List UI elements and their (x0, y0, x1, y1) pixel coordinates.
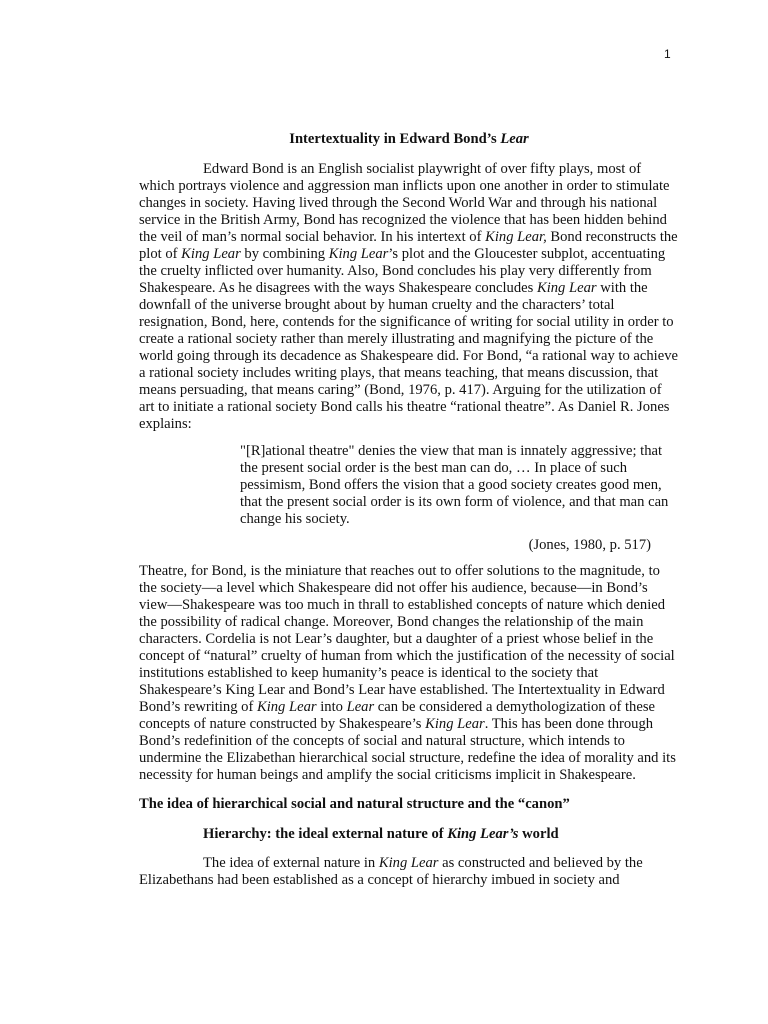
section-heading: The idea of hierarchical social and natural structure and the “canon” (139, 796, 570, 812)
text-run: ’s plot and the Gloucester subplot, accentuating the cruelty inflicted over humanity. Also, Bond concludes his play very differently from Shakespeare. As he disagrees with the ways Shakespeare concludes (139, 246, 666, 296)
text-run: Theatre, for Bond, is the miniature that reaches out to offer solutions to the magnitude, to the society—a level which Shakespeare did not offer his audience, because—in Bond’s view—Shakespeare was too much in thrall to established concepts of nature which denied the possibility of radical change. Moreover, Bond changes the relationship of the main characters. Cordelia is not Lear’s daughter, but a daughter of a priest whose belief in the concept of “natural” cruelty of human from which the justification of the necessity of social institutions established to keep humanity’s peace is identical to the society that Shakespeare’s King Lear and Bond’s Lear have established. The Intertextuality in Edward Bond’s rewriting of (139, 563, 675, 715)
text-run: can be considered a demythologization of these concepts of nature constructed by Shakespeare’s (139, 699, 655, 732)
paragraph-theatre (139, 563, 679, 784)
italic-run: Lear (346, 699, 375, 715)
italic-run: King Lear (256, 699, 317, 715)
italic-run: King Lear (536, 280, 597, 296)
paragraph-intro (139, 161, 679, 433)
title-text: Intertextuality in Edward Bond’s (289, 131, 501, 147)
text-run: The idea of external nature in (203, 855, 379, 871)
text-run: Hierarchy: the ideal external nature of (203, 826, 448, 842)
title-italic: Lear (500, 131, 529, 147)
text-run: . This has been done through Bond’s redefinition of the concepts of social and natural structure, which intends to undermine the Elizabethan hierarchical social structure, redefine the idea of morality and its necessity for human beings and amplify the social criticisms implicit in Shakespeare. (139, 716, 676, 783)
quote-citation: (Jones, 1980, p. 517) (528, 537, 651, 553)
text-run: by combining (240, 246, 329, 262)
italic-run: King Lear’s (447, 826, 519, 842)
text-run: as constructed and believed by the Elizabethans had been established as a concept of hierarchy imbued in society and (139, 855, 643, 888)
italic-run: King Lear (181, 246, 241, 262)
italic-run: King Lear, (485, 229, 547, 245)
text-run: Bond reconstructs the plot of (139, 229, 678, 262)
text-run: with the downfall of the universe brought about by human cruelty and the characters’ total resignation, Bond, here, contends for the significance of writing for social utility in order to create a rational society rather than merely illustrating and magnifying the picture of the world going through its decadence as Shakespeare did. For Bond, “a rational way to achieve a rational society includes writing plays, that means teaching, that means discussion, that means persuading, that means caring” (Bond, 1976, p. 417). Arguing for the utilization of art to initiate a rational society Bond calls his theatre “rational theatre”. As Daniel R. Jones explains: (139, 280, 678, 432)
text-run: into (316, 699, 347, 715)
block-quote: "[R]ational theatre" denies the view that man is innately aggressive; that the present social order is the best man can do, … In place of such pessimism, Bond offers the vision that a good society creates good men, that the present social order is its own form of violence, and that man can change his society. (240, 443, 669, 527)
paragraph-hierarchy (139, 855, 679, 889)
document-body (139, 131, 679, 889)
italic-run: King Lear (425, 716, 485, 732)
text-run: world (518, 826, 559, 842)
document-title (139, 131, 679, 148)
page-number: 1 (664, 47, 671, 61)
sub-heading (139, 826, 679, 843)
italic-run: King Lear (328, 246, 389, 262)
text-run: Edward Bond is an English socialist playwright of over fifty plays, most of which portrays violence and aggression man inflicts upon one another in order to stimulate changes in society. Having lived through the Second World War and through his national service in the British Army, Bond has recognized the violence that has been hidden behind the veil of man’s normal social behavior. In his intertext of (139, 161, 670, 245)
italic-run: King Lear (378, 855, 439, 871)
